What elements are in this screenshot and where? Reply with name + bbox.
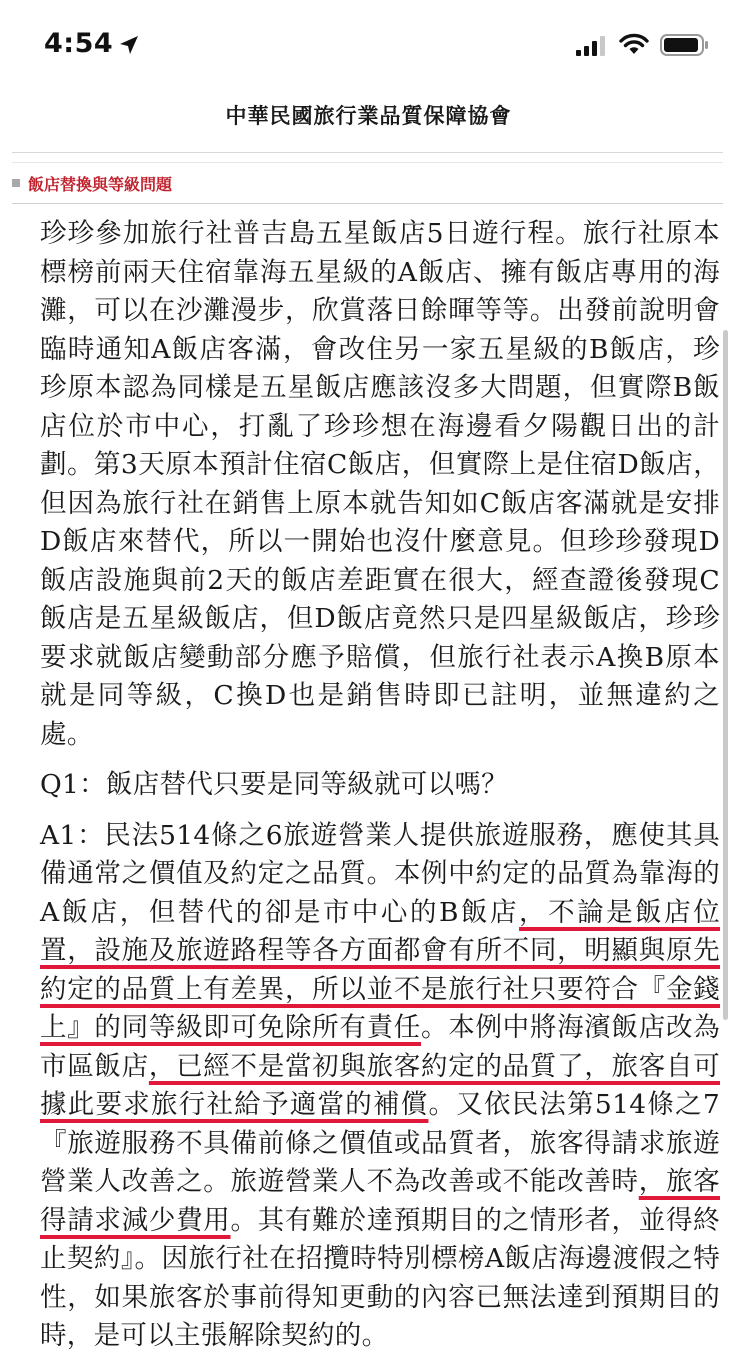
header-divider-secondary bbox=[12, 162, 723, 163]
section-title: 飯店替換與等級問題 bbox=[28, 174, 173, 194]
location-arrow-icon bbox=[118, 34, 140, 56]
header-divider bbox=[12, 152, 723, 153]
answer-text: 。本例中將海濱飯店改為市區飯店 bbox=[40, 1012, 720, 1082]
question-1: Q1：飯店替代只要是同等級就可以嗎？ bbox=[40, 769, 508, 800]
case-paragraph: 珍珍參加旅行社普吉島五星飯店5日遊行程。旅行社原本標榜前兩天住宿靠海五星級的A飯店、擁有飯店專用的海灘，可以在沙灘漫步，欣賞落日餘暉等等。出發前說明會臨時通知A飯店客滿，會改住另一家五星級的B飯店，珍珍原本認為同樣是五星飯店應該沒多大問題，但實際B飯店位於市中心，打亂了珍珍想在海邊看夕陽觀日出的計劃。第3天原本預計住宿C飯店，但實際上是住宿D飯店，但因為旅行社在銷售上原本就告知如C飯店客滿就是安排D飯店來替代，所以一開始也沒什麼意見。但珍珍發現D飯店設施與前2天的飯店差距實在很大，經查證後發現C飯店是五星級飯店，但D飯店竟然只是四星級飯店，珍珍要求就飯店變動部分應予賠償，但旅行社表示A換B原本就是同等級，C換D也是銷售時即已註明，並無違約之處。 bbox=[40, 218, 720, 750]
site-title: 中華民國旅行業品質保障協會 bbox=[225, 104, 512, 128]
cellular-signal-icon bbox=[576, 36, 606, 56]
status-bar bbox=[0, 0, 737, 92]
wifi-icon bbox=[619, 33, 649, 55]
answer-text: 。其有難於達預期目的之情形者，並得終止契約』。因旅行社在招攬時特別標榜A飯店海邊渡假之特性，如果旅客於事前得知更動的內容已無法達到預期目的時，是可以主張解除契約的。 bbox=[40, 1204, 720, 1351]
answer-1 bbox=[40, 817, 720, 1356]
scrollbar[interactable] bbox=[723, 330, 728, 1020]
square-bullet-icon bbox=[12, 179, 20, 187]
section-divider bbox=[12, 203, 723, 204]
answer-text: 。又依民法第514條之7『旅遊服務不具備前條之價值或品質者，旅客得請求旅遊營業人改善之。旅遊營業人不為改善或不能改善時 bbox=[40, 1089, 721, 1197]
battery-icon bbox=[660, 34, 710, 56]
answer-text: A1：民法514條之6旅遊營業人提供旅遊服務，應使其具備通常之價值及約定之品質。本例中約定的品質為靠海的A飯店，但替代的卻是市中心的B飯店 bbox=[40, 819, 720, 928]
section-header bbox=[12, 170, 172, 196]
highlighted-text: ，已經不是當初與旅客約定的品質了，旅客自可據此要求旅行社給予適當的補償 bbox=[40, 1050, 720, 1120]
highlighted-text: ，不論是飯店位置，設施及旅遊路程等各方面都會有所不同，明顯與原先約定的品質上有差異，所以並不是旅行社只要符合『金錢上』的同等級即可免除所有責任 bbox=[40, 896, 720, 1043]
status-time: 4:54 bbox=[44, 28, 114, 59]
article-body bbox=[40, 215, 720, 1368]
highlighted-text: ，旅客得請求減少費用 bbox=[40, 1166, 720, 1236]
